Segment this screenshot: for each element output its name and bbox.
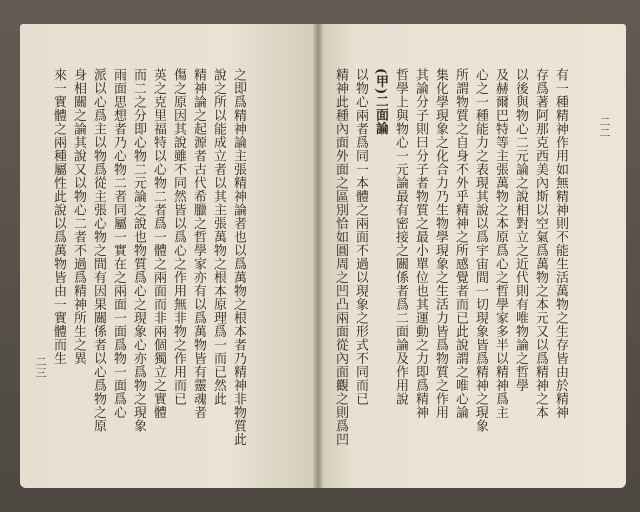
text-column: 其論分子則曰分子者物質之最小單位也其運動之力即爲精神 xyxy=(413,68,428,419)
text-column: 而二之分即心物二元論之說也物質爲心之現象心亦爲物之現象 xyxy=(131,68,146,433)
text-column: 來一實體之兩種屬性此說以爲萬物皆由一實體而生 xyxy=(51,68,66,365)
text-column: 身相關之論其說又以物心二者不過爲精神所生之異 xyxy=(71,68,86,365)
left-page-text xyxy=(50,68,246,448)
text-column: 及赫爾巴特等主張萬物之本原爲心之哲學家多半以精神爲主 xyxy=(493,68,508,419)
text-column: 有一種精神作用如無精神則不能生活萬物之生存皆由於精神 xyxy=(553,68,568,419)
text-column: 以物心兩者爲同一本體之兩面不過以現象之形式不同而已 xyxy=(353,68,368,406)
text-column: 英之克里福特以心物二者爲一體之兩面而非兩個獨立之實體 xyxy=(151,68,166,419)
text-column: 雨面思想者乃心物二者同屬一實在之兩面一面爲物一面爲心 xyxy=(111,68,126,419)
text-column: 說之所以能成立者以其主張萬物之根本原理爲一而已然此 xyxy=(211,68,226,406)
left-page-number: 二三 xyxy=(34,356,47,378)
book-gutter xyxy=(313,24,323,488)
text-column: 心之一種能力之表現其說以爲宇宙間一切現象皆爲精神之現象 xyxy=(473,68,488,433)
left-page xyxy=(20,24,318,488)
right-page xyxy=(318,24,626,488)
right-page-number: 二二 xyxy=(598,116,611,138)
text-column: 派以心爲主以物爲從主張心物之間有因果關係者以心爲物之原 xyxy=(91,68,106,433)
text-column: (甲)二面論 xyxy=(373,68,388,136)
text-column: 哲學上與物心一元論最有密接之關係者爲二面論及作用說 xyxy=(393,68,408,406)
text-column: 精神此種內面外面之區別恰如圓周之凹凸兩面從內面觀之則爲凹 xyxy=(333,68,348,446)
text-column: 傷之原因其說雖不同然皆以爲心之作用無非物之作用而已 xyxy=(171,68,186,406)
text-column: 存爲著阿那克西美內斯以空氣爲萬物之本元又以爲精神之本 xyxy=(533,68,548,419)
text-column: 集化學現象之化合力乃生物學現象之生活力皆爲物質之作用 xyxy=(433,68,448,419)
text-column: 所謂物質之自身不外乎精神之所感覺者而已此說謂之唯心論 xyxy=(453,68,468,419)
text-column: 精神論之起源者古代希臘之哲學家亦有以爲萬物皆有靈魂者 xyxy=(191,68,206,419)
text-column: 以後與物心二元論之說相對立之近代則有唯物論之哲學 xyxy=(513,68,528,392)
text-column: 之即爲精神論主張精神論者也以爲萬物之根本者乃精神非物質此 xyxy=(231,68,246,446)
right-page-text xyxy=(332,68,568,448)
